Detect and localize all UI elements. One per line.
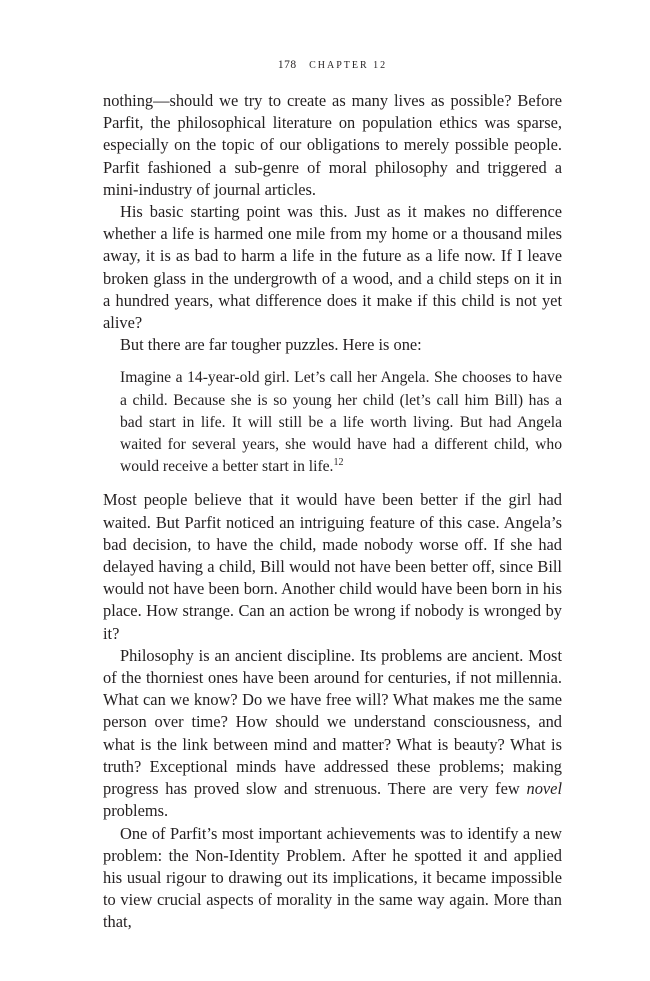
paragraph-6: One of Parfit’s most important achievements was to identify a new problem: the Non-Identity Problem. After he spotted it and applied his usual rigour to drawing out its implications, it became impossible to view crucial aspects of morality in the same way again. More than that, xyxy=(103,823,562,932)
quote-body: Imagine a 14-year-old girl. Let’s call her Angela. She chooses to have a child. Because she is so young her child (let’s call him Bill) has a bad start in life. It will still be a life worth living. But had Angela waited for several years, she would have had a different child, who would receive a better start in life. xyxy=(120,369,562,476)
chapter-title: CHAPTER 12 xyxy=(309,60,388,71)
paragraph-5-text: Philosophy is an ancient discipline. Its problems are ancient. Most of the thorniest ones have been around for centuries, if not millennia. What can we know? Do we have free will? What makes me the same person over time? How should we understand consciousness, and what is the link between mind and matter? What is beauty? What is truth? Exceptional minds have addressed these problems; making progress has proved slow and strenuous. There are very few xyxy=(103,645,562,799)
paragraph-2: His basic starting point was this. Just as it makes no difference whether a life is harmed one mile from my home or a thousand miles away, it is as bad to harm a life in the future as a life now. If I leave broken glass in the undergrowth of a wood, and a child steps on it in a hundred years, what difference does it make if this child is not yet alive? xyxy=(103,202,562,333)
paragraph-5 xyxy=(103,645,562,823)
block-quote xyxy=(120,367,562,478)
footnote-marker[interactable]: 12 xyxy=(333,457,344,469)
book-page xyxy=(103,58,562,934)
block-quote-text xyxy=(120,367,562,478)
paragraph-3: But there are far tougher puzzles. Here is one: xyxy=(120,335,422,355)
page-number: 178 xyxy=(277,59,297,71)
paragraph-4: Most people believe that it would have been better if the girl had waited. But Parfit noticed an intriguing feature of this case. Angela’s bad decision, to have the child, made nobody worse off. If she had delayed having a child, Bill would not have been better off, since Bill would not have been born. Another child would have been born in his place. How strange. Can an action be wrong if nobody is wronged by it? xyxy=(103,490,562,643)
emphasis-novel: novel xyxy=(526,779,562,799)
paragraph-5-end: problems. xyxy=(103,801,169,821)
running-head xyxy=(103,58,562,72)
paragraph-1: nothing—should we try to create as many lives as possible? Before Parfit, the philosophical literature on population ethics was sparse, especially on the topic of our obligations to merely possible people. Parfit fashioned a sub-genre of moral philosophy and triggered a mini-industry of journal articles. xyxy=(103,91,562,199)
